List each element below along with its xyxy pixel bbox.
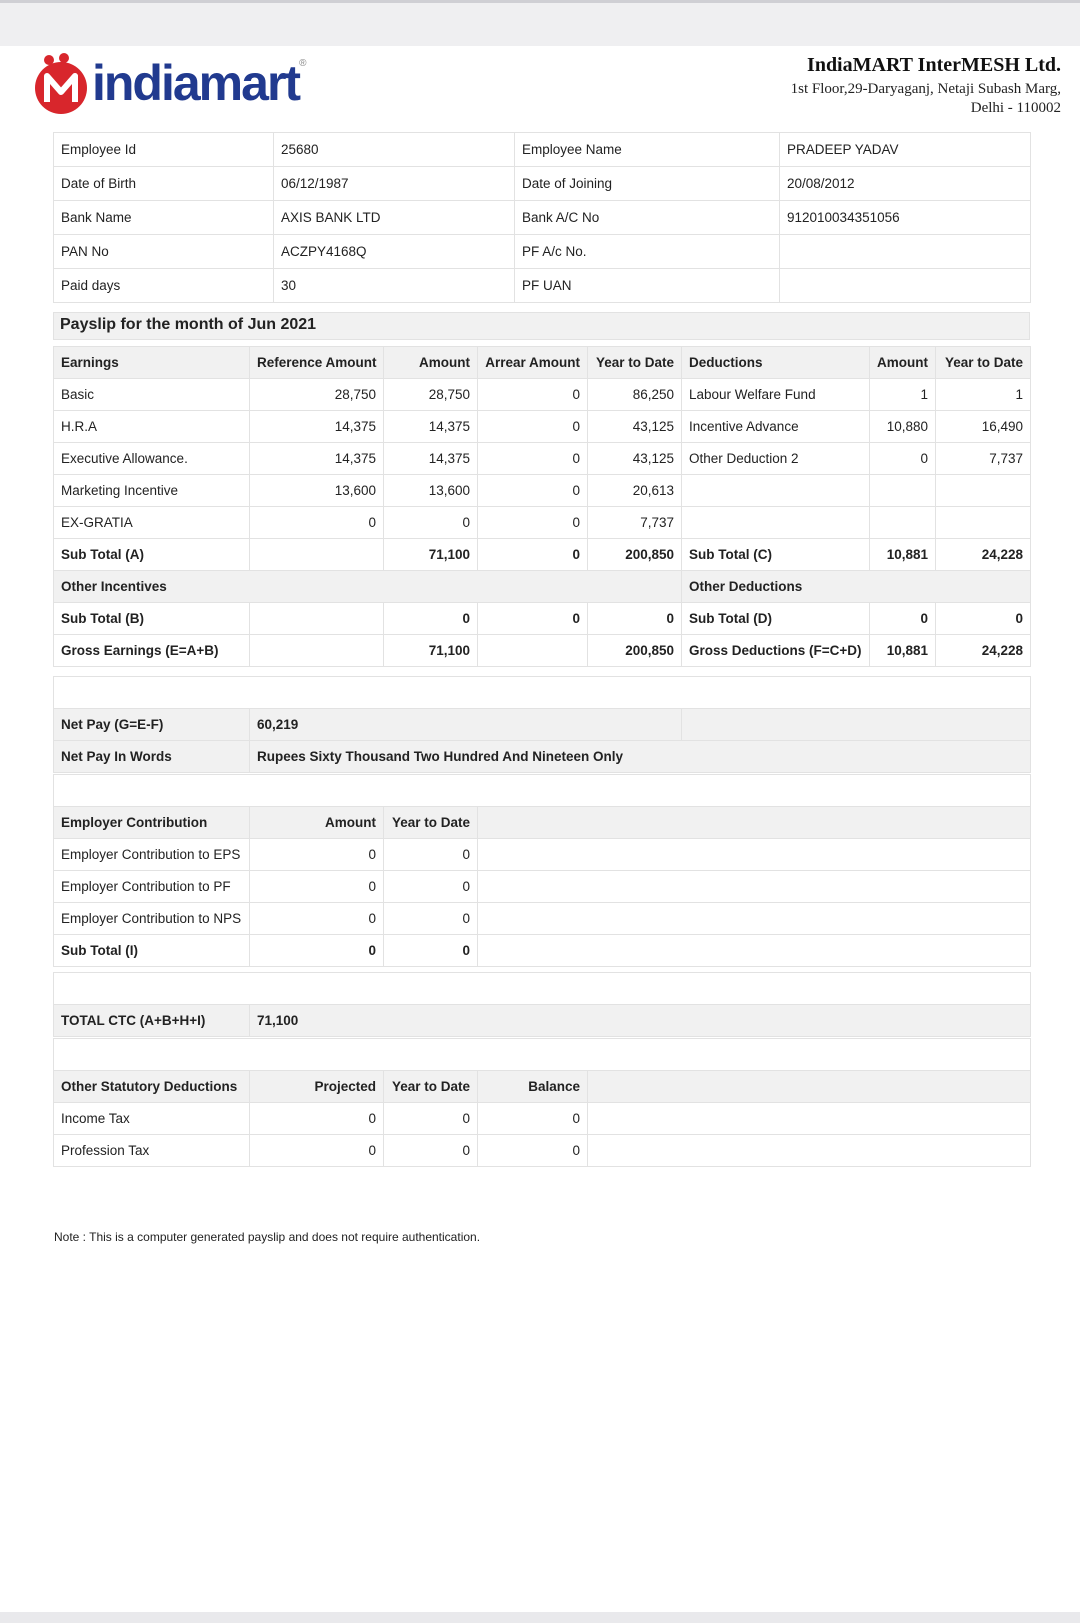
info-row <box>54 133 1031 167</box>
employer-row-ytd: 0 <box>384 839 478 871</box>
earning-name: Marketing Incentive <box>54 475 250 507</box>
earnings-row <box>54 475 1031 507</box>
statutory-row-label: Income Tax <box>54 1103 250 1135</box>
earning-arrear: 0 <box>478 411 588 443</box>
spacer-cell <box>54 677 1031 709</box>
info-row <box>54 201 1031 235</box>
employer-row <box>54 903 1031 935</box>
info-value: 25680 <box>274 133 515 167</box>
employer-row <box>54 871 1031 903</box>
net-pay-words-label: Net Pay In Words <box>54 741 250 773</box>
deduction-name <box>682 475 870 507</box>
deduction-amount: 10,880 <box>870 411 936 443</box>
empty-cell <box>250 635 384 667</box>
indiamart-logo <box>30 52 306 114</box>
empty-cell <box>250 603 384 635</box>
total-ctc-label: TOTAL CTC (A+B+H+I) <box>54 1005 250 1037</box>
other-incentives-label: Other Incentives <box>54 571 682 603</box>
employer-subtotal-label: Sub Total (I) <box>54 935 250 967</box>
registered-mark: ® <box>299 58 307 69</box>
subtotal-a-label: Sub Total (A) <box>54 539 250 571</box>
gross-deductions-amount: 10,881 <box>870 635 936 667</box>
company-address-line1: 1st Floor,29-Daryaganj, Netaji Subash Marg, <box>790 81 1061 97</box>
employer-contribution-table <box>53 774 1031 967</box>
statutory-row-label: Profession Tax <box>54 1135 250 1167</box>
deduction-ytd <box>936 475 1031 507</box>
deduction-amount: 1 <box>870 379 936 411</box>
earning-name: Executive Allowance. <box>54 443 250 475</box>
earning-name: H.R.A <box>54 411 250 443</box>
other-deductions-label: Other Deductions <box>682 571 1031 603</box>
subtotal-b-ytd: 0 <box>588 603 682 635</box>
spacer-row <box>54 1039 1031 1071</box>
info-label: PAN No <box>54 235 274 269</box>
info-value <box>780 269 1031 303</box>
empty-cell <box>478 635 588 667</box>
subtotal-b-row <box>54 603 1031 635</box>
spacer-cell <box>54 973 1031 1005</box>
subtotal-a-amount: 71,100 <box>384 539 478 571</box>
deduction-name: Incentive Advance <box>682 411 870 443</box>
employer-row-amount: 0 <box>250 871 384 903</box>
info-row <box>54 235 1031 269</box>
col-header-amount: Amount <box>384 347 478 379</box>
statutory-row-ytd: 0 <box>384 1135 478 1167</box>
gross-deductions-label: Gross Deductions (F=C+D) <box>682 635 870 667</box>
employer-row-ytd: 0 <box>384 871 478 903</box>
gross-earnings-label: Gross Earnings (E=A+B) <box>54 635 250 667</box>
earning-reference: 13,600 <box>250 475 384 507</box>
other-section-row <box>54 571 1031 603</box>
deduction-ytd: 7,737 <box>936 443 1031 475</box>
statutory-row-balance: 0 <box>478 1135 588 1167</box>
earning-ytd: 20,613 <box>588 475 682 507</box>
company-address-line2: Delhi - 110002 <box>970 100 1061 116</box>
employer-subtotal-amount: 0 <box>250 935 384 967</box>
employee-info-table <box>53 132 1031 303</box>
info-label: Employee Name <box>515 133 780 167</box>
statutory-row <box>54 1135 1031 1167</box>
deduction-name <box>682 507 870 539</box>
statutory-row <box>54 1103 1031 1135</box>
net-pay-words-row <box>54 741 1031 773</box>
statutory-balance-header: Balance <box>478 1071 588 1103</box>
empty-cell <box>478 903 1031 935</box>
earning-arrear: 0 <box>478 379 588 411</box>
company-block <box>791 54 1061 118</box>
statutory-header-label: Other Statutory Deductions <box>54 1071 250 1103</box>
earning-arrear: 0 <box>478 443 588 475</box>
empty-cell <box>478 839 1031 871</box>
info-label: Employee Id <box>54 133 274 167</box>
gross-earnings-ytd: 200,850 <box>588 635 682 667</box>
info-row <box>54 269 1031 303</box>
earnings-row <box>54 411 1031 443</box>
col-header-deductions: Deductions <box>682 347 870 379</box>
statutory-ytd-header: Year to Date <box>384 1071 478 1103</box>
info-value: 06/12/1987 <box>274 167 515 201</box>
employer-row-amount: 0 <box>250 903 384 935</box>
net-pay-words-value: Rupees Sixty Thousand Two Hundred And Nineteen Only <box>250 741 1031 773</box>
statutory-row-projected: 0 <box>250 1103 384 1135</box>
earning-reference: 14,375 <box>250 443 384 475</box>
spacer-row <box>54 775 1031 807</box>
empty-cell <box>478 807 1031 839</box>
info-value: 30 <box>274 269 515 303</box>
subtotal-a-ytd: 200,850 <box>588 539 682 571</box>
earning-amount: 28,750 <box>384 379 478 411</box>
logo-wordmark: indiamart <box>92 55 300 111</box>
spacer-row <box>54 973 1031 1005</box>
net-pay-value: 60,219 <box>250 709 682 741</box>
subtotal-a-row <box>54 539 1031 571</box>
empty-cell <box>682 709 1031 741</box>
deduction-amount: 0 <box>870 443 936 475</box>
employer-subtotal-row <box>54 935 1031 967</box>
empty-cell <box>588 1103 1031 1135</box>
earning-ytd: 43,125 <box>588 411 682 443</box>
col-header-year-to-date: Year to Date <box>588 347 682 379</box>
subtotal-c-ytd: 24,228 <box>936 539 1031 571</box>
deduction-name: Other Deduction 2 <box>682 443 870 475</box>
earning-reference: 14,375 <box>250 411 384 443</box>
statutory-deductions-table <box>53 1038 1031 1167</box>
earning-amount: 0 <box>384 507 478 539</box>
info-label: Paid days <box>54 269 274 303</box>
earning-reference: 0 <box>250 507 384 539</box>
subtotal-b-amount: 0 <box>384 603 478 635</box>
employer-amount-header: Amount <box>250 807 384 839</box>
info-value: 20/08/2012 <box>780 167 1031 201</box>
employer-row-ytd: 0 <box>384 903 478 935</box>
total-ctc-value: 71,100 <box>250 1005 1031 1037</box>
net-pay-row <box>54 709 1031 741</box>
employer-row-amount: 0 <box>250 839 384 871</box>
net-pay-table <box>53 676 1031 773</box>
earning-name: Basic <box>54 379 250 411</box>
info-label: PF A/c No. <box>515 235 780 269</box>
employer-row-label: Employer Contribution to EPS <box>54 839 250 871</box>
earning-ytd: 86,250 <box>588 379 682 411</box>
net-pay-label: Net Pay (G=E-F) <box>54 709 250 741</box>
statutory-row-projected: 0 <box>250 1135 384 1167</box>
empty-cell <box>250 539 384 571</box>
spacer-cell <box>54 1039 1031 1071</box>
statutory-projected-header: Projected <box>250 1071 384 1103</box>
info-value: AXIS BANK LTD <box>274 201 515 235</box>
subtotal-b-arrear: 0 <box>478 603 588 635</box>
employer-ytd-header: Year to Date <box>384 807 478 839</box>
deduction-amount <box>870 475 936 507</box>
col-header-reference-amount: Reference Amount <box>250 347 384 379</box>
col-header-deduction-amount: Amount <box>870 347 936 379</box>
spacer-row <box>54 677 1031 709</box>
employer-header-label: Employer Contribution <box>54 807 250 839</box>
col-header-earnings: Earnings <box>54 347 250 379</box>
col-header-deduction-ytd: Year to Date <box>936 347 1031 379</box>
info-label: Date of Birth <box>54 167 274 201</box>
earnings-header-row <box>54 347 1031 379</box>
earnings-row <box>54 507 1031 539</box>
info-label: PF UAN <box>515 269 780 303</box>
deduction-ytd: 1 <box>936 379 1031 411</box>
earning-arrear: 0 <box>478 475 588 507</box>
total-ctc-row <box>54 1005 1031 1037</box>
subtotal-a-arrear: 0 <box>478 539 588 571</box>
earnings-deductions-table <box>53 346 1031 667</box>
subtotal-d-ytd: 0 <box>936 603 1031 635</box>
col-header-arrear-amount: Arrear Amount <box>478 347 588 379</box>
info-value <box>780 235 1031 269</box>
footer-note: Note : This is a computer generated payslip and does not require authentication. <box>54 1230 481 1244</box>
earnings-row <box>54 443 1031 475</box>
earning-amount: 14,375 <box>384 411 478 443</box>
empty-cell <box>478 935 1031 967</box>
subtotal-c-amount: 10,881 <box>870 539 936 571</box>
earnings-row <box>54 379 1031 411</box>
empty-cell <box>588 1135 1031 1167</box>
earning-reference: 28,750 <box>250 379 384 411</box>
payslip-title: Payslip for the month of Jun 2021 <box>53 312 1030 340</box>
company-name: IndiaMART InterMESH Ltd. <box>807 54 1061 76</box>
empty-cell <box>478 871 1031 903</box>
info-value: ACZPY4168Q <box>274 235 515 269</box>
employer-header-row <box>54 807 1031 839</box>
info-label: Date of Joining <box>515 167 780 201</box>
bottom-band <box>0 1612 1080 1623</box>
info-label: Bank Name <box>54 201 274 235</box>
deduction-ytd <box>936 507 1031 539</box>
earning-name: EX-GRATIA <box>54 507 250 539</box>
earning-ytd: 7,737 <box>588 507 682 539</box>
earning-amount: 14,375 <box>384 443 478 475</box>
deduction-name: Labour Welfare Fund <box>682 379 870 411</box>
deduction-ytd: 16,490 <box>936 411 1031 443</box>
info-value: 912010034351056 <box>780 201 1031 235</box>
total-ctc-table <box>53 972 1031 1037</box>
deduction-amount <box>870 507 936 539</box>
spacer-cell <box>54 775 1031 807</box>
statutory-row-ytd: 0 <box>384 1103 478 1135</box>
earning-amount: 13,600 <box>384 475 478 507</box>
logo-mark-icon <box>30 52 92 114</box>
gross-earnings-amount: 71,100 <box>384 635 478 667</box>
empty-cell <box>588 1071 1031 1103</box>
info-label: Bank A/C No <box>515 201 780 235</box>
employer-row-label: Employer Contribution to NPS <box>54 903 250 935</box>
statutory-header-row <box>54 1071 1031 1103</box>
subtotal-b-label: Sub Total (B) <box>54 603 250 635</box>
info-row <box>54 167 1031 201</box>
employer-row-label: Employer Contribution to PF <box>54 871 250 903</box>
top-band <box>0 0 1080 46</box>
subtotal-c-label: Sub Total (C) <box>682 539 870 571</box>
gross-deductions-ytd: 24,228 <box>936 635 1031 667</box>
employer-subtotal-ytd: 0 <box>384 935 478 967</box>
info-value: PRADEEP YADAV <box>780 133 1031 167</box>
subtotal-d-label: Sub Total (D) <box>682 603 870 635</box>
earning-ytd: 43,125 <box>588 443 682 475</box>
earning-arrear: 0 <box>478 507 588 539</box>
gross-row <box>54 635 1031 667</box>
statutory-row-balance: 0 <box>478 1103 588 1135</box>
subtotal-d-amount: 0 <box>870 603 936 635</box>
employer-row <box>54 839 1031 871</box>
